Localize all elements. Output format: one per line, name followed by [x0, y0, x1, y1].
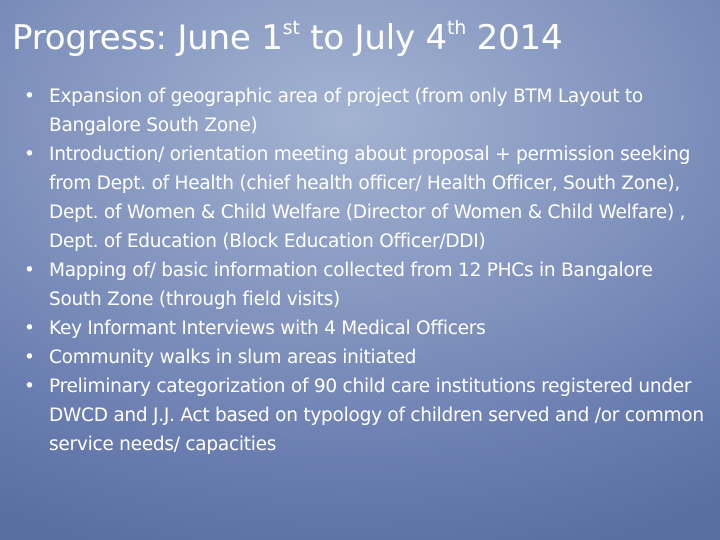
- bullet-text: Introduction/ orientation meeting about proposal + permission seeking from Dept. of Health (chief health officer/ Health Officer, South Zone), Dept. of Women & Child Welfare (Director of Women & Child Welfare) , Dept. of Education (Block Education Officer/DDI): [49, 144, 691, 252]
- slide-title: [12, 12, 562, 64]
- title-part-2: to July 4: [299, 18, 447, 58]
- title-superscript-1: st: [282, 17, 300, 39]
- bullet-text: Community walks in slum areas initiated: [49, 347, 417, 368]
- bullet-icon: •: [24, 144, 35, 165]
- title-part-1: Progress: June 1: [12, 18, 283, 58]
- bullet-item: [22, 372, 708, 459]
- title-part-3: 2014: [466, 18, 563, 58]
- bullet-icon: •: [24, 318, 35, 339]
- bullet-icon: •: [24, 260, 35, 281]
- bullet-icon: •: [24, 347, 35, 368]
- bullet-item: [22, 256, 708, 314]
- bullet-text: Mapping of/ basic information collected from 12 PHCs in Bangalore South Zone (through field visits): [49, 260, 653, 310]
- bullet-list: [22, 82, 708, 459]
- bullet-item: [22, 343, 708, 372]
- bullet-icon: •: [24, 376, 35, 397]
- bullet-item: [22, 140, 708, 256]
- bullet-item: [22, 314, 708, 343]
- bullet-text: Key Informant Interviews with 4 Medical Officers: [49, 318, 486, 339]
- bullet-text: Expansion of geographic area of project (from only BTM Layout to Bangalore South Zone): [49, 86, 643, 136]
- bullet-text: Preliminary categorization of 90 child care institutions registered under DWCD and J.J. Act based on typology of children served and /or common service needs/ capacities: [49, 376, 704, 455]
- bullet-item: [22, 82, 708, 140]
- bullet-icon: •: [24, 86, 35, 107]
- title-superscript-2: th: [446, 17, 467, 39]
